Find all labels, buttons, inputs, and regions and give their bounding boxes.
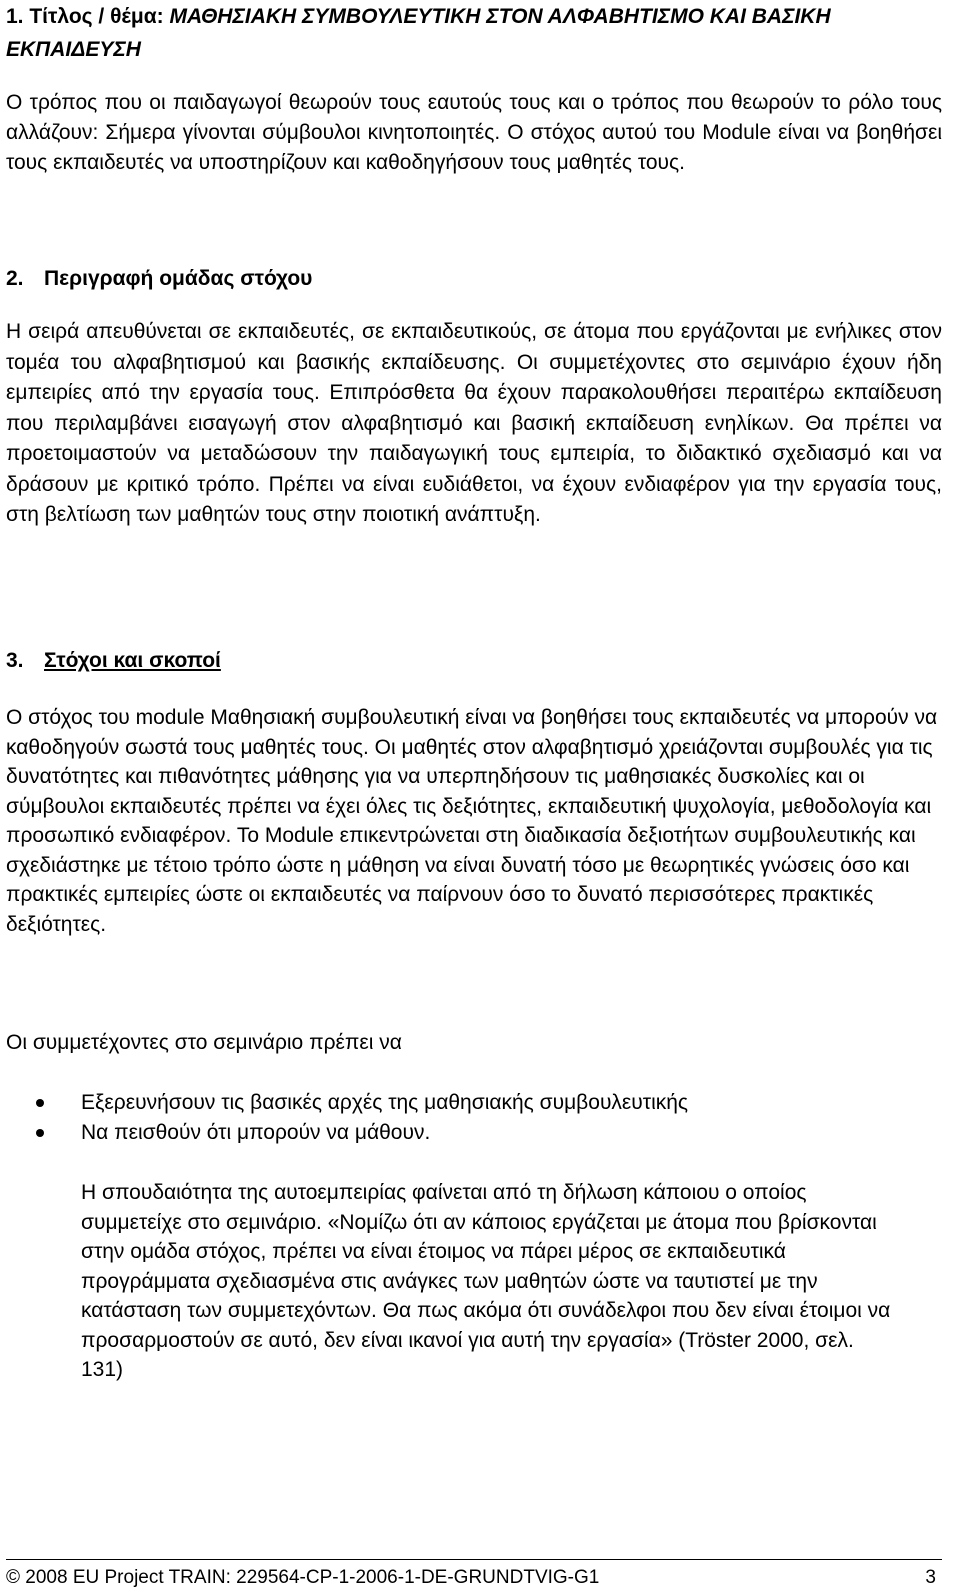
bullet-icon <box>36 1099 44 1107</box>
section-3-heading <box>6 646 942 676</box>
section-3-heading-text: Στόχοι και σκοποί <box>44 649 221 672</box>
quote-paragraph: Η σπουδαιότητα της αυτοεμπειρίας φαίνεται από τη δήλωση κάποιου ο οποίος συμμετείχε στο σεμινάριο. «Νομίζω ότι αν κάποιος εργάζεται με άτομα που βρίσκονται στην ομάδα στόχος, πρέπει να είναι έτοιμος να πάρει μέρος σε εκπαιδευτικά προγράμματα σχεδιασμένα στις ανάγκες των μαθητών ώστε να ταυτιστεί με την κατάσταση των συμμετεχόντων. Θα πως ακόμα ότι συνάδελφοι που δεν είναι έτοιμοι να προσαρμοστούν σε αυτό, δεν είναι ικανοί για αυτή την εργασία» (Tröster 2000, σελ. 131) <box>81 1181 891 1381</box>
list-item <box>36 1118 688 1148</box>
page-number: 3 <box>925 1567 936 1588</box>
list-item-text: Εξερευνήσουν τις βασικές αρχές της μαθησιακής συμβουλευτικής <box>81 1091 689 1114</box>
section-3-number: 3. <box>6 649 24 672</box>
section-1-paragraph: Ο τρόπος που οι παιδαγωγοί θεωρούν τους εαυτούς τους και ο τρόπος που θεωρούν το ρόλο τους αλλάζουν: Σήμερα γίνονται σύμβουλοι κινητοποιητές. Ο στόχος αυτού του Module είναι να βοηθήσει τους εκπαιδευτές να υποστηρίζουν και καθοδηγήσουν τους μαθητές τους. <box>6 91 942 174</box>
section-1-title <box>6 0 942 66</box>
section-2-number: 2. <box>6 267 24 290</box>
section-2-heading-text: Περιγραφή ομάδας στόχου <box>44 267 313 290</box>
section-1-number: 1. <box>6 5 24 28</box>
bullet-list <box>36 1088 688 1147</box>
footer-copyright: © 2008 EU Project TRAIN: 229564-CP-1-2006-1-DE-GRUNDTVIG-G1 <box>6 1567 600 1588</box>
section-1-title-text: ΜΑΘΗΣΙΑΚΗ ΣΥΜΒΟΥΛΕΥΤΙΚΗ ΣΤΟΝ ΑΛΦΑΒΗΤΙΣΜΟ ΚΑΙ ΒΑΣΙΚΗ ΕΚΠΑΙΔΕΥΣΗ <box>6 5 831 61</box>
section-2-paragraph: Η σειρά απευθύνεται σε εκπαιδευτές, σε εκπαιδευτικούς, σε άτομα που εργάζονται με ενήλικες στον τομέα του αλφαβητισμού και βασικής εκπαίδευσης. Οι συμμετέχοντες στο σεμινάριο έχουν ήδη εμπειρίες από την εργασία τους. Επιπρόσθετα θα έχουν παρακολουθήσει περαιτέρω εκπαίδευση που περιλαμβάνει εισαγωγή στον αλφαβητισμό και βασική εκπαίδευση ενηλίκων. Θα πρέπει να προετοιμαστούν να μεταδώσουν την παιδαγωγική τους εμπειρία, το διδακτικό σχεδιασμό και να δράσουν με κριτικό τρόπο. Πρέπει να είναι ευδιάθετοι, να έχουν ενδιαφέρον για την εργασία τους, στη βελτίωση των μαθητών τους στην ποιοτική ανάπτυξη. <box>6 320 942 526</box>
bullet-icon <box>36 1129 44 1137</box>
section-3-intro: Οι συμμετέχοντες στο σεμινάριο πρέπει να <box>6 1031 402 1054</box>
list-item-text: Να πεισθούν ότι μπορούν να μάθουν. <box>81 1120 431 1144</box>
section-2-heading <box>6 264 942 294</box>
section-1-label: Τίτλος / θέμα: <box>29 5 164 28</box>
list-item <box>36 1088 688 1118</box>
page-footer <box>6 1566 936 1590</box>
footer-divider <box>6 1559 942 1560</box>
section-3-paragraph: Ο στόχος του module Μαθησιακή συμβουλευτική είναι να βοηθήσει τους εκπαιδευτές να μπορούν να καθοδηγούν σωστά τους μαθητές τους. Οι μαθητές στον αλφαβητισμό χρειάζονται συμβουλές για τις δυνατότητες και πιθανότητες μάθησης για να υπερπηδήσουν τις μαθησιακές δυσκολίες και οι σύμβουλοι εκπαιδευτές πρέπει να έχει όλες τις δεξιότητες, εκπαιδευτική ψυχολογία, μεθοδολογία και προσωπικό ενδιαφέρον. Το Module επικεντρώνεται στη διαδικασία δεξιοτήτων συμβουλευτικής και σχεδιάστηκε με τέτοιο τρόπο ώστε η μάθηση να είναι δυνατή τόσο με θεωρητικές γνώσεις όσο και πρακτικές εμπειρίες ώστε οι εκπαιδευτές να παίρνουν όσο το δυνατό περισσότερες πρακτικές δεξιότητες. <box>6 706 938 936</box>
